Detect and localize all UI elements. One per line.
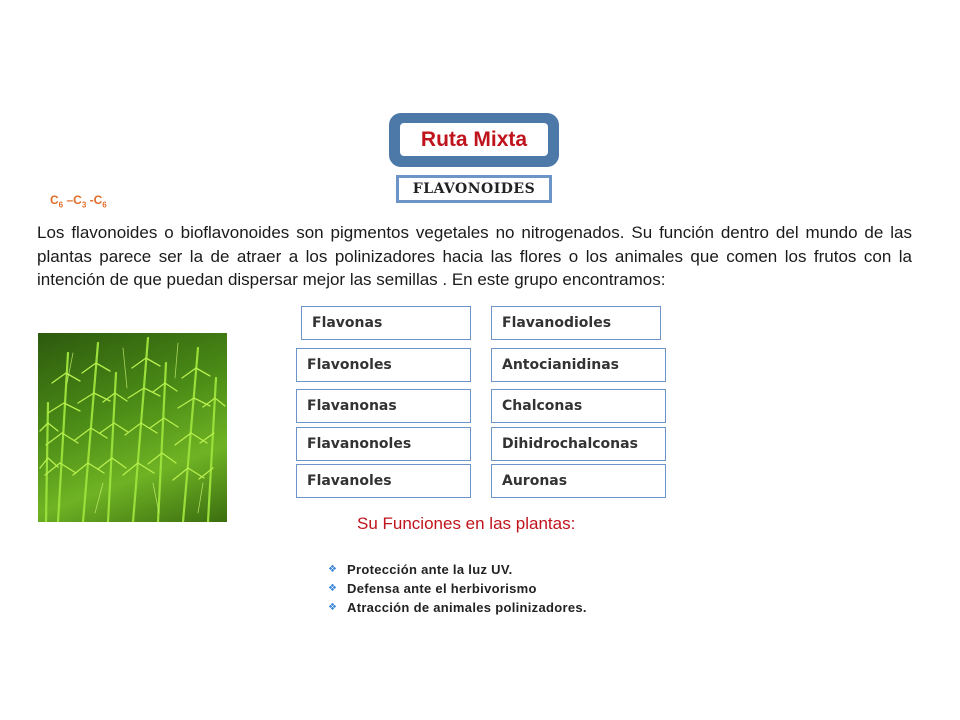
class-box-flavanodioles [491,306,661,340]
class-label: Dihidrochalconas [502,436,638,452]
class-label: Flavanodioles [502,315,612,331]
class-box-dihidrochalconas [491,427,666,461]
list-item [328,560,587,579]
horsetail-plant-image [38,333,227,522]
list-item [328,598,587,617]
class-label: Flavanonoles [307,436,412,452]
class-label: Flavonoles [307,357,392,373]
formula-sub-3: 6 [102,200,107,210]
class-box-flavanonas [296,389,471,423]
class-label: Antocianidinas [502,357,619,373]
formula-sub-2: 3 [81,200,87,210]
formula-c: C [50,193,59,207]
class-box-chalconas [491,389,666,423]
class-label: Auronas [502,473,568,489]
class-label: Chalconas [502,398,583,414]
class-box-auronas [491,464,666,498]
formula-c6-c3-c6 [50,193,107,209]
diamond-bullet-icon: ❖ [328,583,338,594]
intro-paragraph: Los flavonoides o bioflavonoides son pigmentos vegetales no nitrogenados. Su función dentro del mundo de las plantas parece ser la de atraer a los polinizadores hacia las flores o los animales que comen los frutos con la intención de que puedan dispersar mejor las semillas . En este grupo encontramos: [37,223,912,289]
class-box-flavonas [301,306,471,340]
functions-title: Su Funciones en las plantas: [357,514,576,533]
function-text: Protección ante la luz UV. [347,562,513,577]
ruta-mixta-title: Ruta Mixta [400,123,548,156]
class-box-flavanoles [296,464,471,498]
class-label: Flavanoles [307,473,392,489]
diamond-bullet-icon: ❖ [328,602,338,613]
formula-sep-2: -C [86,193,103,207]
functions-list [328,560,587,617]
class-label: Flavanonas [307,398,397,414]
formula-sep-1: –C [63,193,82,207]
class-box-flavanonoles [296,427,471,461]
function-text: Atracción de animales polinizadores. [347,600,587,615]
formula-sub-1: 6 [58,200,64,210]
flavonoides-label: FLAVONOIDES [396,175,552,203]
class-box-antocianidinas [491,348,666,382]
class-box-flavonoles [296,348,471,382]
class-label: Flavonas [312,315,383,331]
diamond-bullet-icon: ❖ [328,564,338,575]
list-item [328,579,587,598]
function-text: Defensa ante el herbivorismo [347,581,537,596]
